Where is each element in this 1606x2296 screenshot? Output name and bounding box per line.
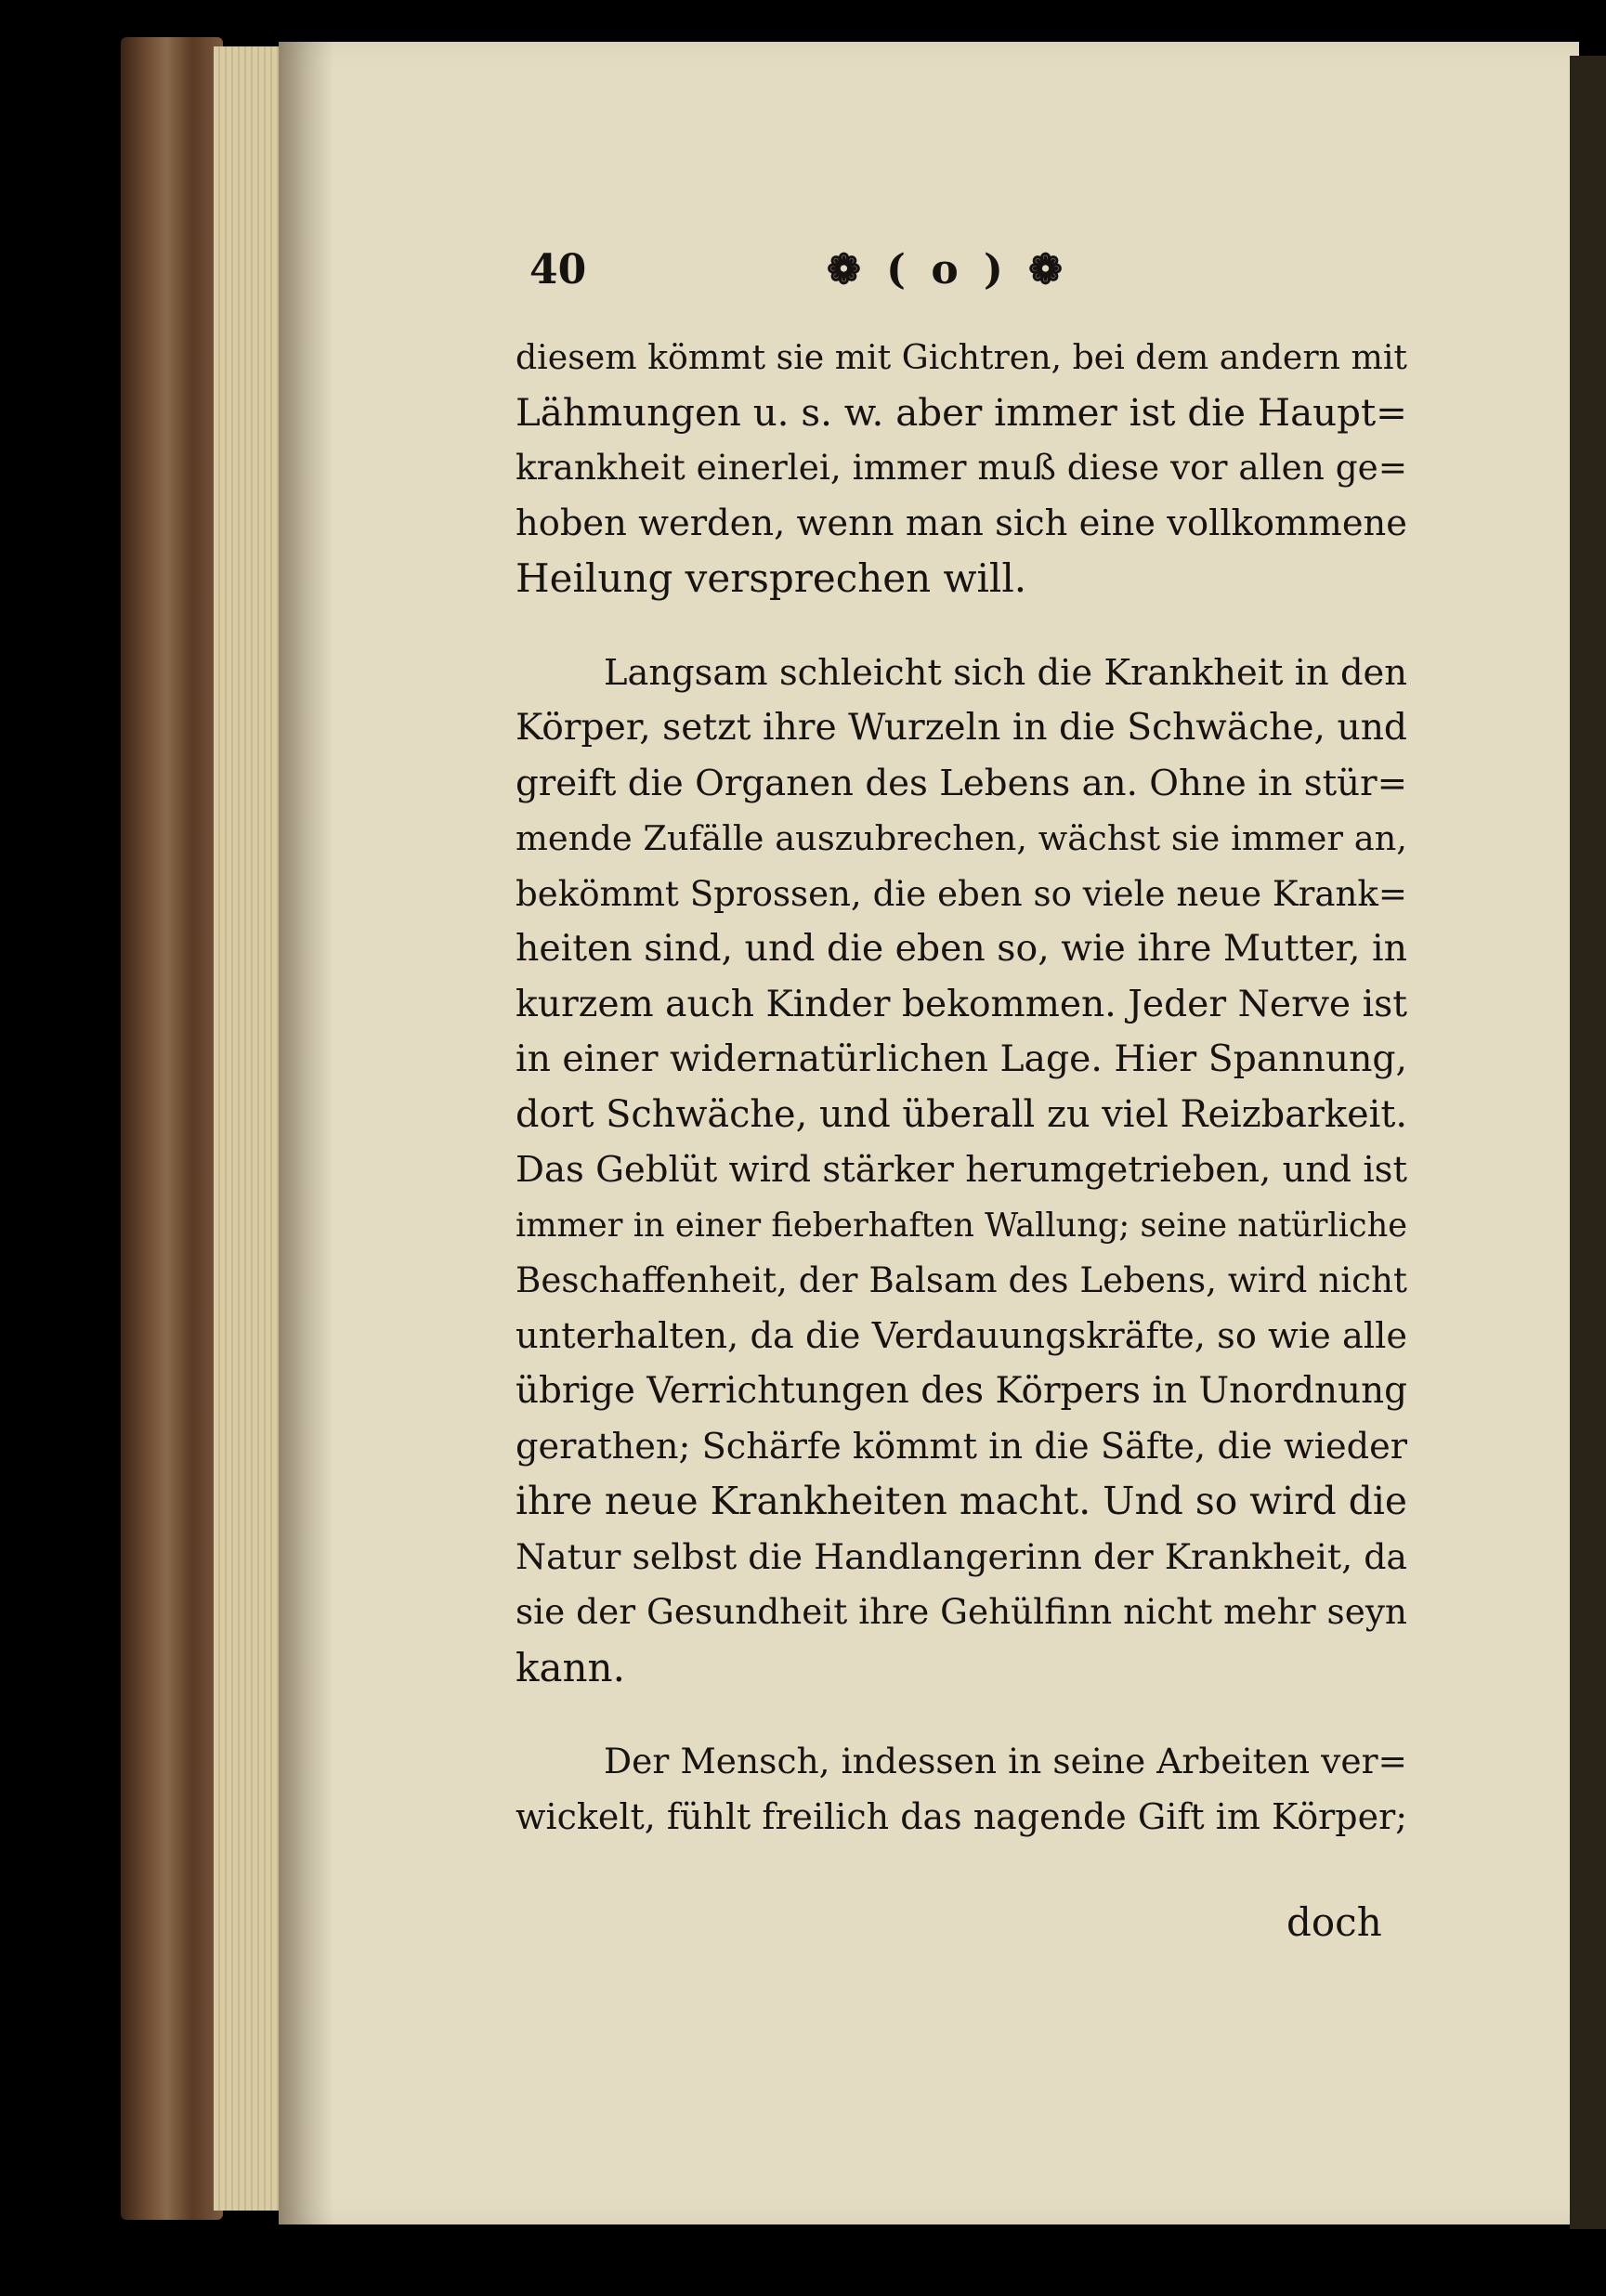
text-line: Körper, setzt ihre Wurzeln in die Schwäche, und bbox=[516, 707, 1407, 749]
text-line: gerathen; Schärfe kömmt in die Säfte, die wieder bbox=[516, 1425, 1407, 1468]
header-ornament: ❁ ( o ) ❁ bbox=[827, 246, 1068, 294]
text-line: Das Geblüt wird stärker herumgetrieben, und ist bbox=[516, 1149, 1407, 1191]
paragraph-gap bbox=[516, 1695, 1407, 1734]
text-line: ihre neue Krankheiten macht. Und so wird die bbox=[516, 1479, 1407, 1523]
paragraph-2 bbox=[516, 646, 1407, 1696]
text-line: greift die Organen des Lebens an. Ohne in stür= bbox=[516, 762, 1407, 804]
text-line: kann. bbox=[516, 1644, 625, 1690]
text-line: Beschaffenheit, der Balsam des Lebens, wird nicht bbox=[516, 1259, 1407, 1300]
text-line: Natur selbst die Handlangerinn der Krankheit, da bbox=[516, 1535, 1407, 1577]
text-line: Heilung versprechen will. bbox=[516, 555, 1027, 601]
paragraph-gap bbox=[516, 607, 1407, 646]
text-line: Langsam schleicht sich die Krankheit in den bbox=[604, 651, 1407, 694]
text-line: immer in einer fieberhaften Wallung; seine natürliche bbox=[516, 1206, 1407, 1245]
text-line: in einer widernatürlichen Lage. Hier Spannung, bbox=[516, 1038, 1407, 1080]
text-line: bekömmt Sprossen, die eben so viele neue Krank= bbox=[516, 873, 1407, 914]
paragraph-3 bbox=[516, 1734, 1407, 1845]
text-line: kurzem auch Kinder bekommen. Jeder Nerve ist bbox=[516, 983, 1407, 1025]
text-line: Der Mensch, indessen in seine Arbeiten ver= bbox=[604, 1741, 1407, 1781]
text-line: mende Zufälle auszubrechen, wächst sie immer an, bbox=[516, 818, 1407, 858]
text-line: übrige Verrichtungen des Körpers in Unordnung bbox=[516, 1370, 1407, 1412]
text-line: sie der Gesundheit ihre Gehülfinn nicht mehr seyn bbox=[516, 1591, 1407, 1632]
text-line: unterhalten, da die Verdauungskräfte, so wie alle bbox=[516, 1314, 1407, 1357]
facing-page-edge bbox=[1570, 56, 1606, 2229]
paragraph-1 bbox=[516, 330, 1407, 607]
gutter-shadow bbox=[279, 42, 334, 2224]
text-line: wickelt, fühlt freilich das nagende Gift im Körper; bbox=[516, 1795, 1407, 1837]
catchword: doch bbox=[1286, 1899, 1382, 1945]
body-text bbox=[516, 330, 1407, 1845]
book-cover-edge bbox=[121, 37, 223, 2220]
text-line: krankheit einerlei, immer muß diese vor allen ge= bbox=[516, 447, 1408, 488]
text-line: heiten sind, und die eben so, wie ihre Mutter, in bbox=[516, 927, 1407, 970]
running-header bbox=[529, 246, 1421, 311]
text-line: dort Schwäche, und überall zu viel Reizbarkeit. bbox=[516, 1092, 1407, 1136]
text-line: diesem kömmt sie mit Gichtren, bei dem andern mit bbox=[516, 337, 1407, 377]
text-line: Lähmungen u. s. w. aber immer ist die Haupt= bbox=[516, 390, 1407, 435]
page-number: 40 bbox=[529, 246, 587, 294]
text-line: hoben werden, wenn man sich eine vollkommene bbox=[516, 502, 1407, 544]
